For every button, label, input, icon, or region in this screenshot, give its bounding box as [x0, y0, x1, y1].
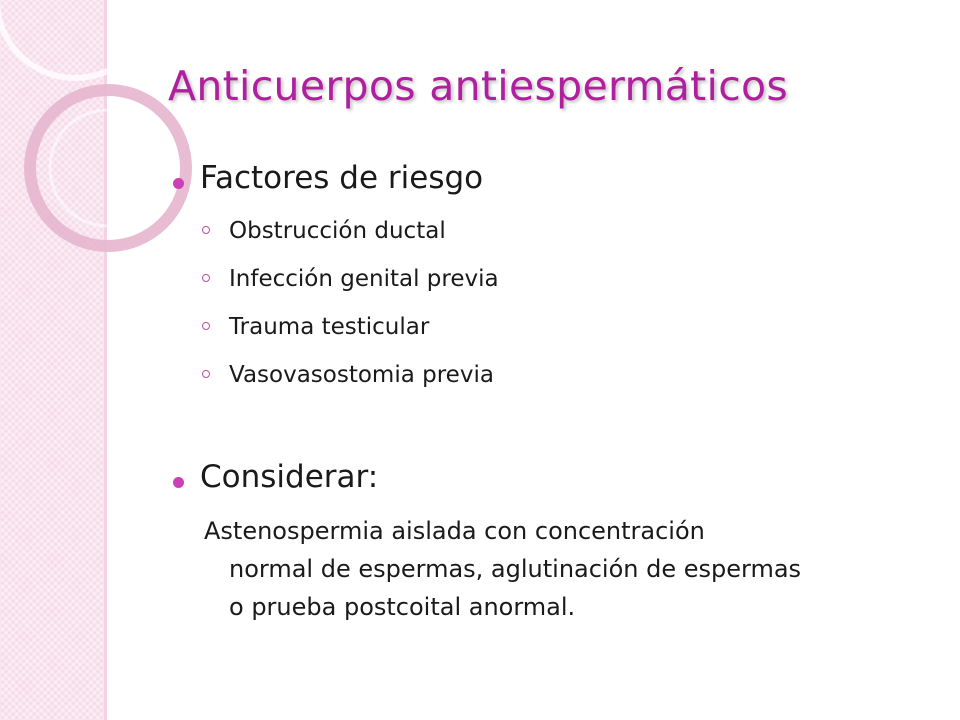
consider-paragraph	[204, 512, 944, 626]
list-item: Infección genital previa	[229, 266, 499, 292]
hollow-circle-bullet-icon	[202, 370, 210, 378]
section-heading-risk-factors: Factores de riesgo	[200, 160, 484, 196]
paragraph-line: o prueba postcoital anormal.	[229, 593, 576, 621]
slide-title: Anticuerpos antiespermáticos	[168, 62, 789, 110]
hollow-circle-bullet-icon	[202, 226, 210, 234]
hollow-circle-bullet-icon	[202, 322, 210, 330]
filled-circle-bullet-icon	[173, 178, 184, 189]
list-item: Obstrucción ductal	[229, 218, 446, 244]
section-heading-consider: Considerar:	[200, 459, 379, 495]
list-item: Trauma testicular	[229, 314, 430, 340]
filled-circle-bullet-icon	[173, 477, 184, 488]
hollow-circle-bullet-icon	[202, 274, 210, 282]
paragraph-line: normal de espermas, aglutinación de espermas	[229, 555, 802, 583]
list-item: Vasovasostomia previa	[229, 362, 494, 388]
paragraph-line: Astenospermia aislada con concentración	[204, 517, 705, 545]
